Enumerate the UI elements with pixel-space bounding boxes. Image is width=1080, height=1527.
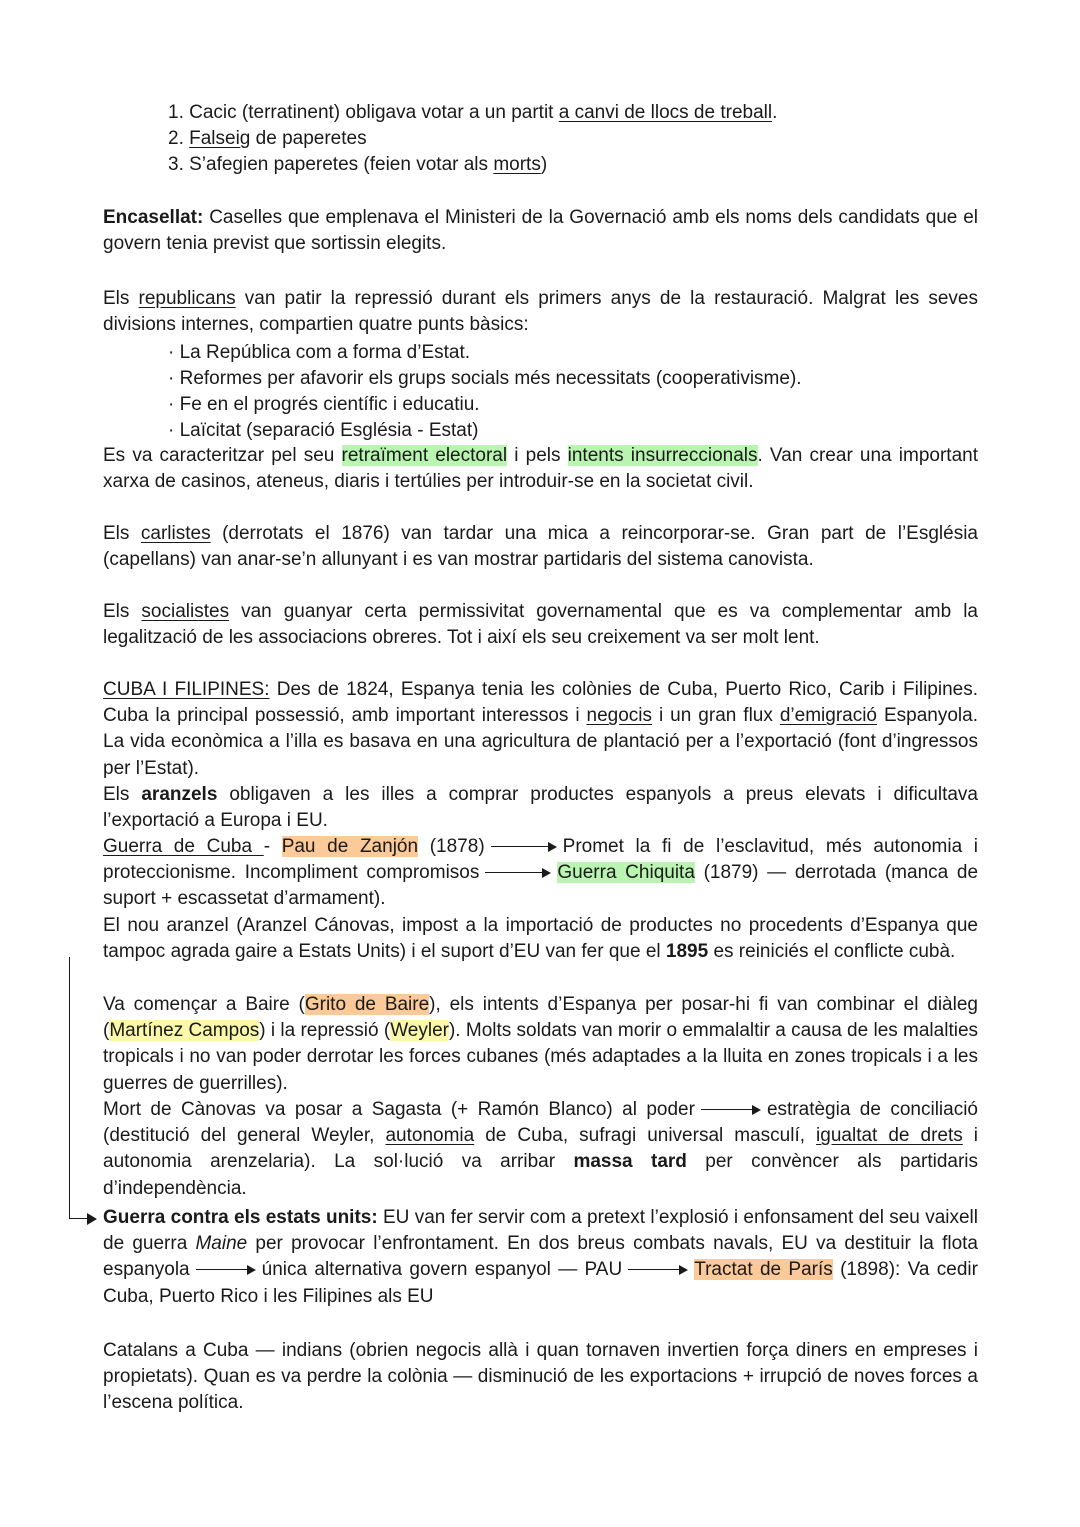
guerra-cuba-paragraph: Guerra de Cuba - Pau de Zanjón (1878) Promet la fi de l’esclavitud, més autonomia i proteccionisme. Incompliment compromisos Guerra Chiquita (1879) — derrotada (manca de suport + escassetat d’armament). <box>103 836 979 910</box>
vote-fraud-list <box>168 100 777 178</box>
section-title: CUBA I FILIPINES: <box>103 679 270 700</box>
list-item: 2. Falseig de paperetes <box>168 128 367 149</box>
margin-bracket <box>69 957 90 1219</box>
list-item: · Reformes per afavorir els grups socials més necessitats (cooperativisme). <box>168 368 802 389</box>
arrow-head-icon <box>87 1213 97 1225</box>
socialistes-paragraph: Els socialistes van guanyar certa permissivitat governamental que es va complementar amb la legalització de les associacions obreres. Tot i així els seu creixement va ser molt lent. <box>103 601 978 649</box>
highlight-campos: Martínez Campos <box>109 1020 260 1042</box>
republicans-points <box>168 340 802 444</box>
highlight-zanjon: Pau de Zanjón <box>281 836 419 857</box>
arrow-icon <box>701 1105 761 1115</box>
arrow-icon <box>628 1265 688 1275</box>
aranzels-paragraph: Els aranzels obligaven a les illes a comprar productes espanyols a preus elevats i dificultava l’exportació a Europa i EU. <box>103 784 978 832</box>
list-item: · Laïcitat (separació Església - Estat) <box>168 420 479 441</box>
highlight-baire: Grito de Baire <box>304 994 430 1015</box>
encasellat-term: Encasellat: <box>103 207 204 228</box>
list-item: · La República com a forma d’Estat. <box>168 342 471 363</box>
highlight-chiquita: Guerra Chiquita <box>557 862 695 884</box>
encasellat-paragraph: Encasellat: Caselles que emplenava el Ministeri de la Governació amb els noms dels candidats que el govern tenia previst que sortissin elegits. <box>103 207 978 255</box>
highlight-weyler: Weyler <box>390 1020 449 1042</box>
catalans-paragraph: Catalans a Cuba — indians (obrien negocis allà i quan tornaven invertien força diners en empreses i propietats). Quan es va perdre la colònia — disminució de les exportacions + irrupció de noves forces a l’escena política. <box>103 1340 978 1414</box>
list-item: 1. Cacic (terratinent) obligava votar a un partit a canvi de llocs de treball. <box>168 102 778 123</box>
carlistes-paragraph: Els carlistes (derrotats el 1876) van tardar una mica a reincorporar-se. Gran part de l’Església (capellans) van anar-se’n allunyant i es van mostrar partidaris del sistema canovista. <box>103 523 978 571</box>
republicans-character-paragraph: Es va caracteritzar pel seu retraïment electoral i pels intents insurreccionals. Van crear una important xarxa de casinos, ateneus, diaris i tertúlies per introduir-se en la societat civil. <box>103 445 978 493</box>
guerra-eu-paragraph: Guerra contra els estats units: EU van fer servir com a pretext l’explosió i enfonsament del seu vaixell de guerra Maine per provocar l’enfrontament. En dos breus combats navals, EU va destituir la flota espanyola única alternativa govern espanyol — PAU Tractat de París (1898): Va cedir Cuba, Puerto Rico i les Filipines als EU <box>103 1207 978 1307</box>
republicans-paragraph: Els republicans van patir la repressió durant els primers anys de la restauració. Malgrat les seves divisions internes, compartien quatre punts bàsics: <box>103 288 978 336</box>
baire-paragraph: Va començar a Baire (Grito de Baire), els intents d’Espanya per posar-hi fi van combinar el diàleg (Martínez Campos) i la repressió (Weyler). Molts soldats van morir o emmalaltir a causa de les malalties tropicals i no van poder derrotar les forces cubanes (més adaptades a la lluita en zones tropicals i a les guerres de guerrilles). <box>103 994 979 1094</box>
highlight-retraiment: retraïment electoral <box>341 445 508 466</box>
list-item: 3. S’afegien paperetes (feien votar als morts) <box>168 154 548 175</box>
highlight-intents: intents insurreccionals <box>567 445 758 466</box>
aranzel-canovas-paragraph: El nou aranzel (Aranzel Cánovas, impost a la importació de productes no procedents d’Espanya que tampoc agrada gaire a Estats Units) i el suport d’EU van fer que el 1895 es reiniciés el conflicte cubà. <box>103 915 978 963</box>
list-item: · Fe en el progrés científic i educatiu. <box>168 394 480 415</box>
arrow-icon <box>491 842 557 852</box>
sagasta-paragraph: Mort de Cànovas va posar a Sagasta (+ Ramón Blanco) al poder estratègia de conciliació (destitució del general Weyler, autonomia de Cuba, sufragi universal masculí, igualtat de drets i autonomia arenzelaria). La sol·lució va arribar massa tard per convèncer als partidaris d’independència. <box>103 1099 979 1199</box>
highlight-paris: Tractat de París <box>694 1259 833 1281</box>
arrow-icon <box>485 868 551 878</box>
arrow-icon <box>196 1265 256 1275</box>
cuba-intro-paragraph: CUBA I FILIPINES: Des de 1824, Espanya tenia les colònies de Cuba, Puerto Rico, Carib i Filipines. Cuba la principal possessió, amb important interessos i negocis i un gran flux d’emigració Espanyola. La vida econòmica a l’illa es basava en una agricultura de plantació per a l’exportació (font d’ingressos per l’Estat). <box>103 679 978 779</box>
